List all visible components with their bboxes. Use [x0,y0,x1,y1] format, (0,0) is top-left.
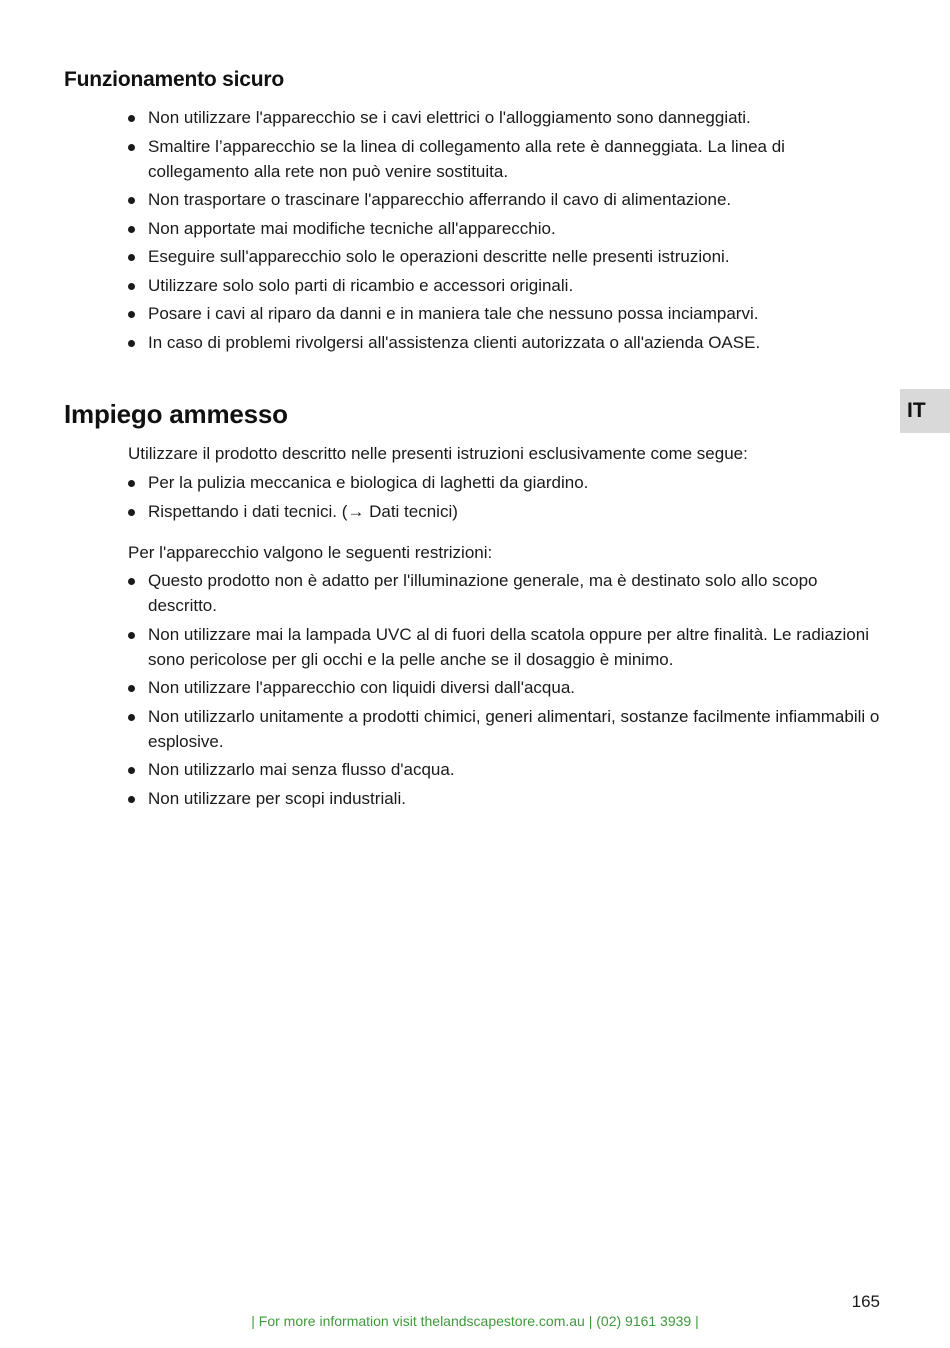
restrictions-intro: Per l'apparecchio valgono le seguenti restrizioni: [128,543,493,562]
bullet-icon [128,311,135,318]
bullet-icon [128,509,135,516]
list-item [128,675,880,700]
bullet-icon [128,115,135,122]
list-item [128,499,880,524]
list-item-text: Non utilizzare l'apparecchio se i cavi elettrici o l'alloggiamento sono danneggiati. [148,108,751,127]
bullet-icon [128,340,135,347]
list-item [128,134,880,184]
bullet-icon [128,767,135,774]
bullet-icon [128,578,135,585]
page-number: 165 [851,1292,880,1311]
list-item-text: Non trasportare o trascinare l'apparecchio afferrando il cavo di alimentazione. [148,190,732,209]
list-item-text: Rispettando i dati tecnici. (→ Dati tecnici) [148,501,458,521]
list-item [128,757,880,782]
list-item-text: Non utilizzarlo mai senza flusso d'acqua. [148,760,455,779]
list-item [128,330,880,355]
bullet-icon [128,144,135,151]
list-item-text: Non utilizzare per scopi industriali. [148,788,406,808]
list-item [128,105,880,130]
list-item-text: Posare i cavi al riparo da danni e in maniera tale che nessuno possa inciamparvi. [148,304,759,323]
list-item-text: Non utilizzarlo unitamente a prodotti chimici, generi alimentari, sostanze facilmente infiammabili o esplosive. [148,706,880,751]
list-item [128,622,880,672]
language-tab: IT [900,389,950,433]
list-item-text: Per la pulizia meccanica e biologica di laghetti da giardino. [148,473,589,492]
section-title-intended-use: Impiego ammesso [64,399,288,429]
list-item-text: Smaltire l’apparecchio se la linea di collegamento alla rete è danneggiata. La linea di collegamento alla rete non può venire sostituita. [148,136,785,181]
list-item [128,704,880,754]
bullet-icon [128,480,135,487]
list-item [128,244,880,269]
list-item-text: Non apportate mai modifiche tecniche all'apparecchio. [148,218,556,238]
list-item [128,273,880,298]
bullet-icon [128,632,135,639]
bullet-icon [128,685,135,692]
intended-use-intro: Utilizzare il prodotto descritto nelle presenti istruzioni esclusivamente come segue: [128,444,748,463]
bullet-icon [128,714,135,721]
restrictions-list [128,568,880,814]
list-item-text: Utilizzare solo solo parti di ricambio e accessori originali. [148,275,574,295]
bullet-icon [128,226,135,233]
list-item [128,301,880,326]
bullet-icon [128,283,135,290]
bullet-icon [128,254,135,261]
footer-contact: | For more information visit thelandscapestore.com.au | (02) 9161 3939 | [251,1313,699,1329]
safe-operation-list [128,105,880,358]
list-item-text: Non utilizzare mai la lampada UVC al di fuori della scatola oppure per altre finalità. Le radiazioni sono pericolose per gli occhi e la pelle anche se il dosaggio è minimo. [148,624,869,669]
list-item-text: Non utilizzare l'apparecchio con liquidi diversi dall'acqua. [148,678,576,697]
bullet-icon [128,796,135,803]
list-item [128,187,880,212]
intended-use-list [128,470,880,527]
list-item-text: In caso di problemi rivolgersi all'assistenza clienti autorizzata o all'azienda OASE. [148,332,761,352]
list-item-text: Questo prodotto non è adatto per l'illuminazione generale, ma è destinato solo allo scopo descritto. [148,571,818,615]
list-item [128,216,880,241]
bullet-icon [128,197,135,204]
list-item [128,786,880,811]
section-title-safe-operation: Funzionamento sicuro [64,68,285,91]
list-item [128,470,880,495]
list-item [128,568,880,618]
list-item-text: Eseguire sull'apparecchio solo le operazioni descritte nelle presenti istruzioni. [148,247,730,266]
